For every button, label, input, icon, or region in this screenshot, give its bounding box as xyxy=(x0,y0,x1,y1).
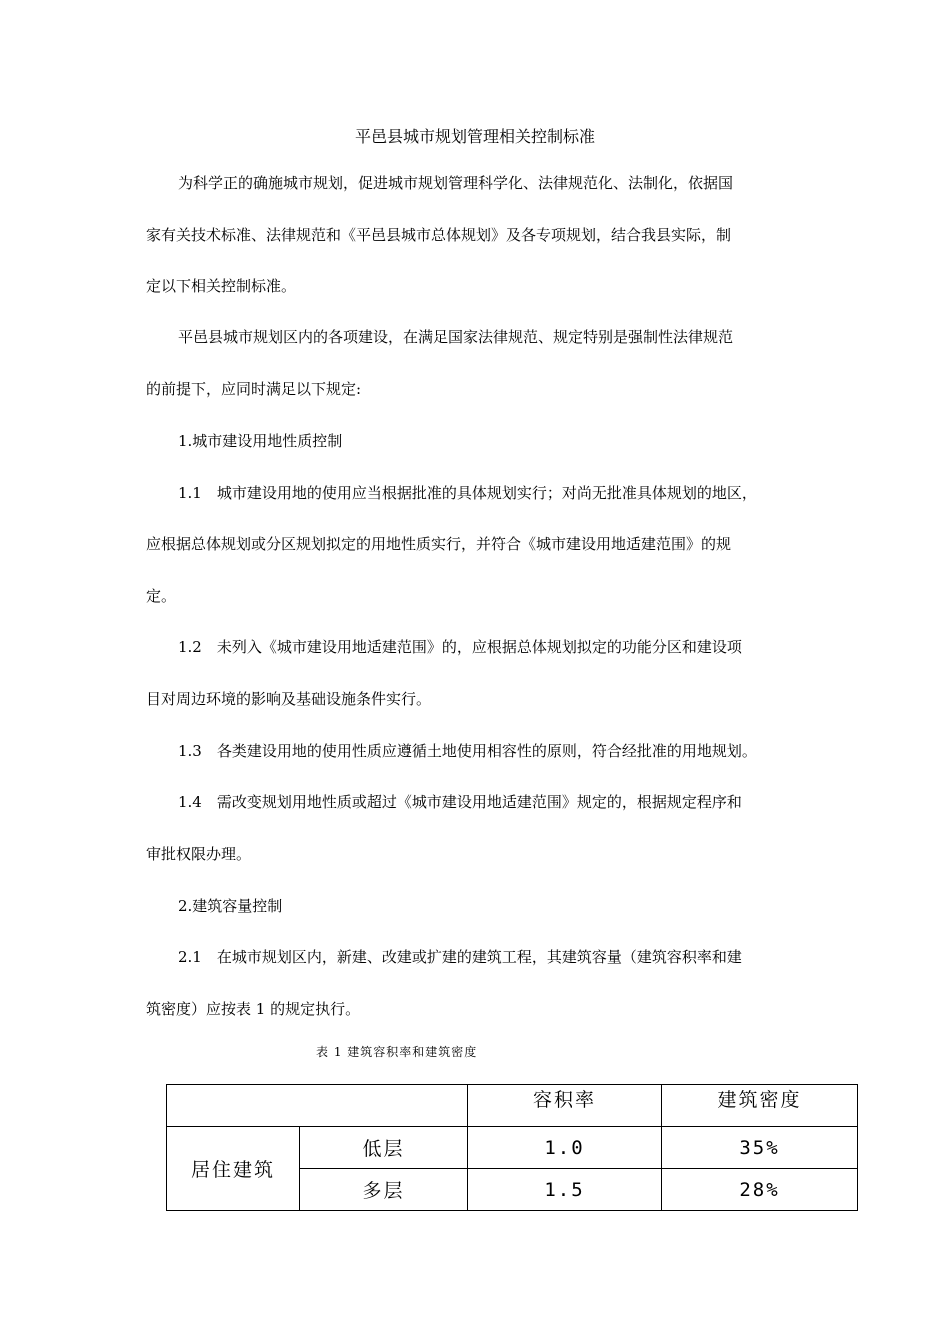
section-heading: 2.建筑容量控制 xyxy=(178,897,283,915)
document-title: 平邑县城市规划管理相关控制标准 xyxy=(354,127,595,146)
paragraph-line: 应根据总体规划或分区规划拟定的用地性质实行，并符合《城市建设用地适建范围》的规 xyxy=(146,535,732,553)
paragraph-line: 1.1 城市建设用地的使用应当根据批准的具体规划实行；对尚无批准具体规划的地区， xyxy=(178,484,757,502)
table-group-label: 居住建筑 xyxy=(167,1127,300,1211)
table-cell-density: 35% xyxy=(662,1127,858,1169)
table-header-density: 建筑密度 xyxy=(662,1085,858,1127)
table-caption: 表 1 建筑容积率和建筑密度 xyxy=(316,1045,478,1059)
paragraph-line: 为科学正的确施城市规划，促进城市规划管理科学化、法律规范化、法制化，依据国 xyxy=(178,174,734,192)
paragraph-line: 定以下相关控制标准。 xyxy=(146,277,297,295)
table-cell-type: 多层 xyxy=(300,1169,468,1211)
table-header-far: 容积率 xyxy=(468,1085,662,1127)
paragraph-line: 目对周边环境的影响及基础设施条件实行。 xyxy=(146,690,432,708)
table-cell-type: 低层 xyxy=(300,1127,468,1169)
table-cell-density: 28% xyxy=(662,1169,858,1211)
paragraph-line: 定。 xyxy=(146,587,177,605)
paragraph-line: 1.4 需改变规划用地性质或超过《城市建设用地适建范围》规定的，根据规定程序和 xyxy=(178,793,742,811)
table-cell-far: 1.5 xyxy=(468,1169,662,1211)
table-row xyxy=(167,1127,858,1169)
table-header-blank xyxy=(167,1085,468,1127)
paragraph-line: 1.2 未列入《城市建设用地适建范围》的，应根据总体规划拟定的功能分区和建设项 xyxy=(178,638,742,656)
paragraph-line: 审批权限办理。 xyxy=(146,845,252,863)
table-header-row xyxy=(167,1085,858,1127)
table-cell-far: 1.0 xyxy=(468,1127,662,1169)
paragraph-line: 家有关技术标准、法律规范和《平邑县城市总体规划》及各专项规划，结合我县实际，制 xyxy=(146,226,732,244)
paragraph-line: 2.1 在城市规划区内，新建、改建或扩建的建筑工程，其建筑容量（建筑容积率和建 xyxy=(178,948,742,966)
paragraph-line: 平邑县城市规划区内的各项建设，在满足国家法律规范、规定特别是强制性法律规范 xyxy=(178,328,734,346)
building-capacity-table xyxy=(166,1084,858,1211)
paragraph-line: 的前提下，应同时满足以下规定: xyxy=(146,380,362,398)
paragraph-line: 1.3 各类建设用地的使用性质应遵循土地使用相容性的原则，符合经批准的用地规划。 xyxy=(178,742,757,760)
paragraph-line: 筑密度）应按表 1 的规定执行。 xyxy=(146,1000,361,1018)
section-heading: 1.城市建设用地性质控制 xyxy=(178,432,343,450)
